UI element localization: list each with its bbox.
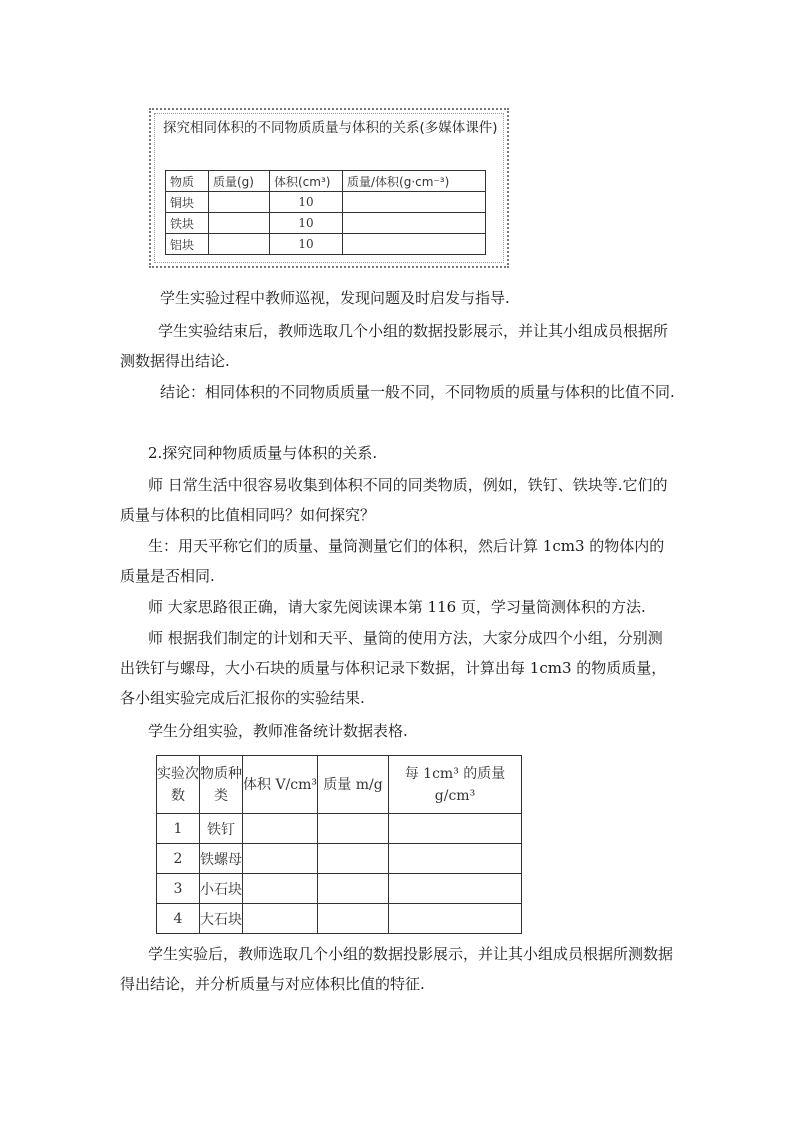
table-header-row xyxy=(157,756,522,814)
paragraph: 学生实验结束后，教师选取几个小组的数据投影展示，并让其小组成员根据所测数据得出结论. xyxy=(120,322,669,370)
table-cell xyxy=(343,192,486,213)
paragraph: 师 根据我们制定的计划和天平、量筒的使用方法，大家分成四个小组，分别测出铁钉与螺母，大小石块的质量与体积记录下数据，计算出每 1cm3 的物质质量，各小组实验完成后汇报你的实验结果. xyxy=(120,629,667,707)
paragraph: 生：用天平称它们的质量、量筒测量它们的体积，然后计算 1cm3 的物体内的质量是否相同. xyxy=(120,537,665,585)
paragraph: 学生实验后，教师选取几个小组的数据投影展示，并让其小组成员根据所测数据得出结论，并分析质量与对应体积比值的特征. xyxy=(120,945,674,993)
header-cell: 质量 m/g xyxy=(318,756,389,814)
table-cell: 小石块 xyxy=(200,874,243,904)
table-cell: 铝块 xyxy=(166,234,209,255)
paragraph: 学生实验过程中教师巡视，发现问题及时启发与指导. xyxy=(160,289,510,307)
table-row xyxy=(157,874,522,904)
table-cell xyxy=(243,844,318,874)
table-cell: 10 xyxy=(270,234,343,255)
header-cell: 物质种类 xyxy=(200,756,243,814)
header-cell: 物质 xyxy=(166,171,209,192)
table-cell xyxy=(343,234,486,255)
density-comparison-table xyxy=(165,170,486,255)
table-cell xyxy=(389,874,522,904)
table-row xyxy=(157,844,522,874)
courseware-title: 探究相同体积的不同物质质量与体积的关系(多媒体课件) xyxy=(163,120,498,136)
table-row xyxy=(157,814,522,844)
header-cell: 体积(cm³) xyxy=(270,171,343,192)
table-cell xyxy=(389,844,522,874)
paragraph: 师 日常生活中很容易收集到体积不同的同类物质，例如，铁钉、铁块等.它们的质量与体积的比值相同吗？如何探究？ xyxy=(120,476,668,524)
experiment-data-table xyxy=(156,755,522,934)
table-cell: 10 xyxy=(270,213,343,234)
table-cell: 10 xyxy=(270,192,343,213)
header-cell: 体积 V/cm³ xyxy=(243,756,318,814)
table-row xyxy=(157,904,522,934)
table-cell xyxy=(209,213,270,234)
paragraph: 师 大家思路很正确，请大家先阅读课本第 116 页，学习量筒测体积的方法. xyxy=(148,598,646,616)
table-cell: 1 xyxy=(157,814,200,844)
table-cell xyxy=(209,234,270,255)
table-row xyxy=(166,213,486,234)
table-cell xyxy=(318,844,389,874)
header-cell: 质量(g) xyxy=(209,171,270,192)
paragraph: 学生分组实验，教师准备统计数据表格. xyxy=(148,722,408,740)
table-cell xyxy=(389,814,522,844)
table-cell: 铁块 xyxy=(166,213,209,234)
table-row xyxy=(166,192,486,213)
table-row xyxy=(166,234,486,255)
table-cell: 铁螺母 xyxy=(200,844,243,874)
table-cell: 铁钉 xyxy=(200,814,243,844)
table-cell: 3 xyxy=(157,874,200,904)
section-heading: 2.探究同种物质质量与体积的关系. xyxy=(148,444,378,462)
paragraph: 结论：相同体积的不同物质质量一般不同，不同物质的质量与体积的比值不同. xyxy=(160,383,675,401)
table-cell xyxy=(243,874,318,904)
table-cell xyxy=(343,213,486,234)
table-cell: 铜块 xyxy=(166,192,209,213)
table-cell: 4 xyxy=(157,904,200,934)
table-header-row xyxy=(166,171,486,192)
table-cell xyxy=(209,192,270,213)
table-cell xyxy=(389,904,522,934)
header-cell: 质量/体积(g·cm⁻³) xyxy=(343,171,486,192)
table-cell xyxy=(318,874,389,904)
header-cell: 实验次数 xyxy=(157,756,200,814)
table-cell: 大石块 xyxy=(200,904,243,934)
table-cell: 2 xyxy=(157,844,200,874)
table-cell xyxy=(243,814,318,844)
header-cell: 每 1cm³ 的质量 g/cm³ xyxy=(389,756,522,814)
table-cell xyxy=(243,904,318,934)
table-cell xyxy=(318,904,389,934)
table-cell xyxy=(318,814,389,844)
